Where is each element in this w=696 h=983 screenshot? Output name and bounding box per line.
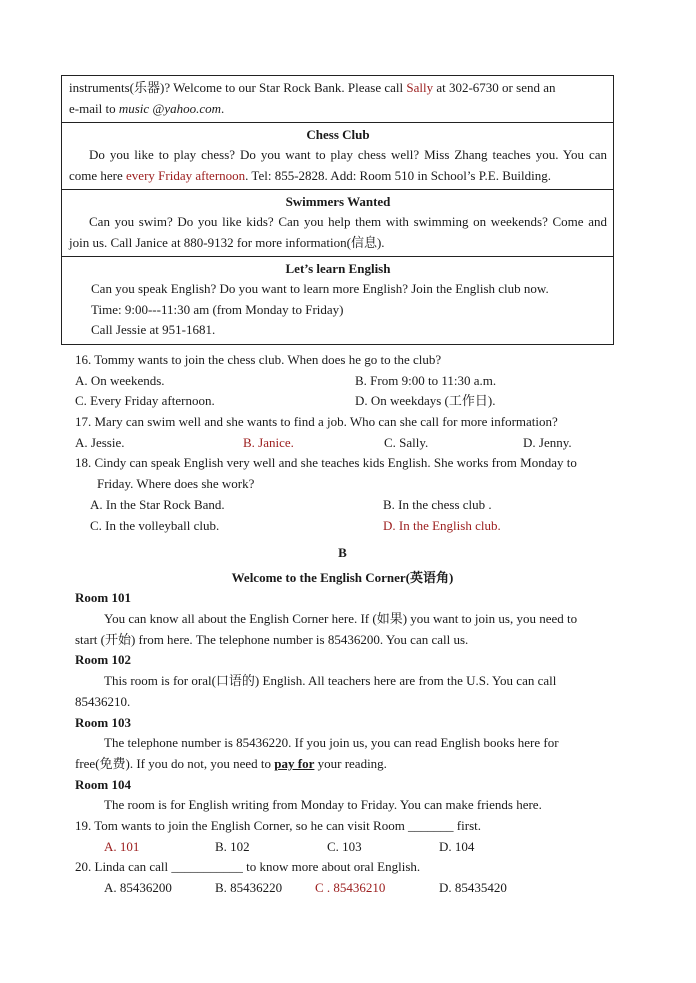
q18-options-cd [75, 516, 635, 537]
q20-stem: 20. Linda can call ___________ to know more about oral English. [75, 859, 421, 875]
ads-table [61, 75, 614, 345]
q16-option-b: B. From 9:00 to 11:30 a.m. [355, 372, 497, 388]
q20-option-a: A. 85436200 [104, 880, 172, 895]
q16-options-ab [75, 371, 635, 392]
english-line-3: Call Jessie at 951-1681. [91, 322, 216, 337]
q18-option-b: B. In the chess club . [383, 496, 492, 512]
q19-option-a: A. 101 [104, 838, 140, 854]
room-102-heading: Room 102 [75, 652, 131, 668]
q17-stem: 17. Mary can swim well and she wants to find a job. Who can she call for more information? [75, 414, 558, 430]
part-b [75, 543, 635, 899]
q16-option-c: C. Every Friday afternoon. [75, 393, 215, 409]
room-103-line-1: The telephone number is 85436220. If you join us, you can read English books here for [104, 735, 559, 751]
chess-club-section [62, 122, 613, 189]
room-102-line-1: This room is for oral(口语的) English. All teachers here are from the U.S. You can call [104, 673, 557, 689]
room-101-line-1: You can know all about the English Corner here. If (如果) you want to join us, you need to [104, 611, 578, 627]
sally-name: Sally [406, 80, 434, 95]
part-b-title: Welcome to the English Corner(英语角) [231, 569, 454, 585]
room-101-line-2: start (开始) from here. The telephone number is 85436200. You can call us. [75, 631, 469, 647]
chess-club-title: Chess Club [306, 127, 370, 142]
q20-option-c: C . 85436210 [315, 880, 386, 895]
q19-stem: 19. Tom wants to join the English Corner, so he can visit Room _______ first. [75, 817, 481, 833]
swimmers-text: Can you swim? Do you like kids? Can you help them with swimming on weekends? Come and join us. Call Janice at 880-9132 for more information(信息). [69, 214, 607, 250]
chess-club-text: Do you like to play chess? Do you want to play chess well? Miss Zhang teaches you. You can come here every Friday afternoon. Tel: 855-2828. Add: Room 510 in School’s P.E. Building. [69, 147, 607, 183]
room-103-line-2: free(免费). If you do not, you need to pay for your reading. [75, 755, 387, 771]
room-101-heading: Room 101 [75, 590, 131, 606]
q19-option-b: B. 102 [215, 838, 250, 854]
q16-options-cd [75, 391, 635, 412]
q20-option-b: B. 85436220 [215, 880, 283, 895]
q18-option-c: C. In the volleyball club. [90, 517, 220, 533]
q18-options-ab [75, 495, 635, 516]
q17-options [75, 433, 635, 454]
q18-stem-1: 18. Cindy can speak English very well and she teaches kids English. She works from Monday to [75, 455, 577, 471]
room-102-line-2: 85436210. [75, 693, 131, 709]
q18-option-d: D. In the English club. [383, 517, 501, 533]
room-104-heading: Room 104 [75, 776, 131, 792]
room-104-line-1: The room is for English writing from Monday to Friday. You can make friends here. [104, 797, 542, 813]
swimmers-section [62, 189, 613, 256]
q17-option-d: D. Jenny. [523, 434, 572, 450]
q19-options [75, 837, 635, 858]
chess-time-highlight: every Friday afternoon [126, 167, 246, 183]
q18-option-a: A. In the Star Rock Band. [90, 496, 225, 512]
q16-option-a: A. On weekends. [75, 372, 165, 388]
q19-option-d: D. 104 [439, 838, 475, 854]
part-b-letter: B [338, 545, 347, 560]
q17-option-c: C. Sally. [384, 434, 429, 450]
q20-options [75, 878, 635, 899]
english-section [62, 256, 613, 344]
q20-option-d: D. 85435420 [439, 880, 507, 895]
q16-option-d: D. On weekdays (工作日). [355, 393, 496, 409]
q17-option-a: A. Jessie. [75, 434, 125, 450]
q19-option-c: C. 103 [327, 838, 362, 854]
swimmers-title: Swimmers Wanted [285, 194, 391, 209]
english-line-1: Can you speak English? Do you want to learn more English? Join the English club now. [91, 281, 549, 296]
english-line-2: Time: 9:00---11:30 am (from Monday to Friday) [91, 301, 344, 317]
questions-part-a [75, 350, 635, 536]
english-title: Let’s learn English [285, 261, 391, 276]
email-address: music @yahoo.com [118, 100, 222, 116]
q16-stem: 16. Tommy wants to join the chess club. When does he go to the club? [75, 352, 442, 367]
rock-bank-line-1: instruments(乐器)? Welcome to our Star Rock Bank. Please call Sally at 302-6730 or send an [69, 80, 556, 95]
q17-option-b: B. Janice. [243, 434, 294, 450]
rock-bank-line-2: e-mail to music @yahoo.com. [69, 100, 225, 116]
q18-stem-2: Friday. Where does she work? [97, 476, 255, 492]
room-103-heading: Room 103 [75, 714, 131, 730]
pay-for-underlined: pay for [274, 755, 315, 771]
rock-bank-section [62, 76, 613, 122]
